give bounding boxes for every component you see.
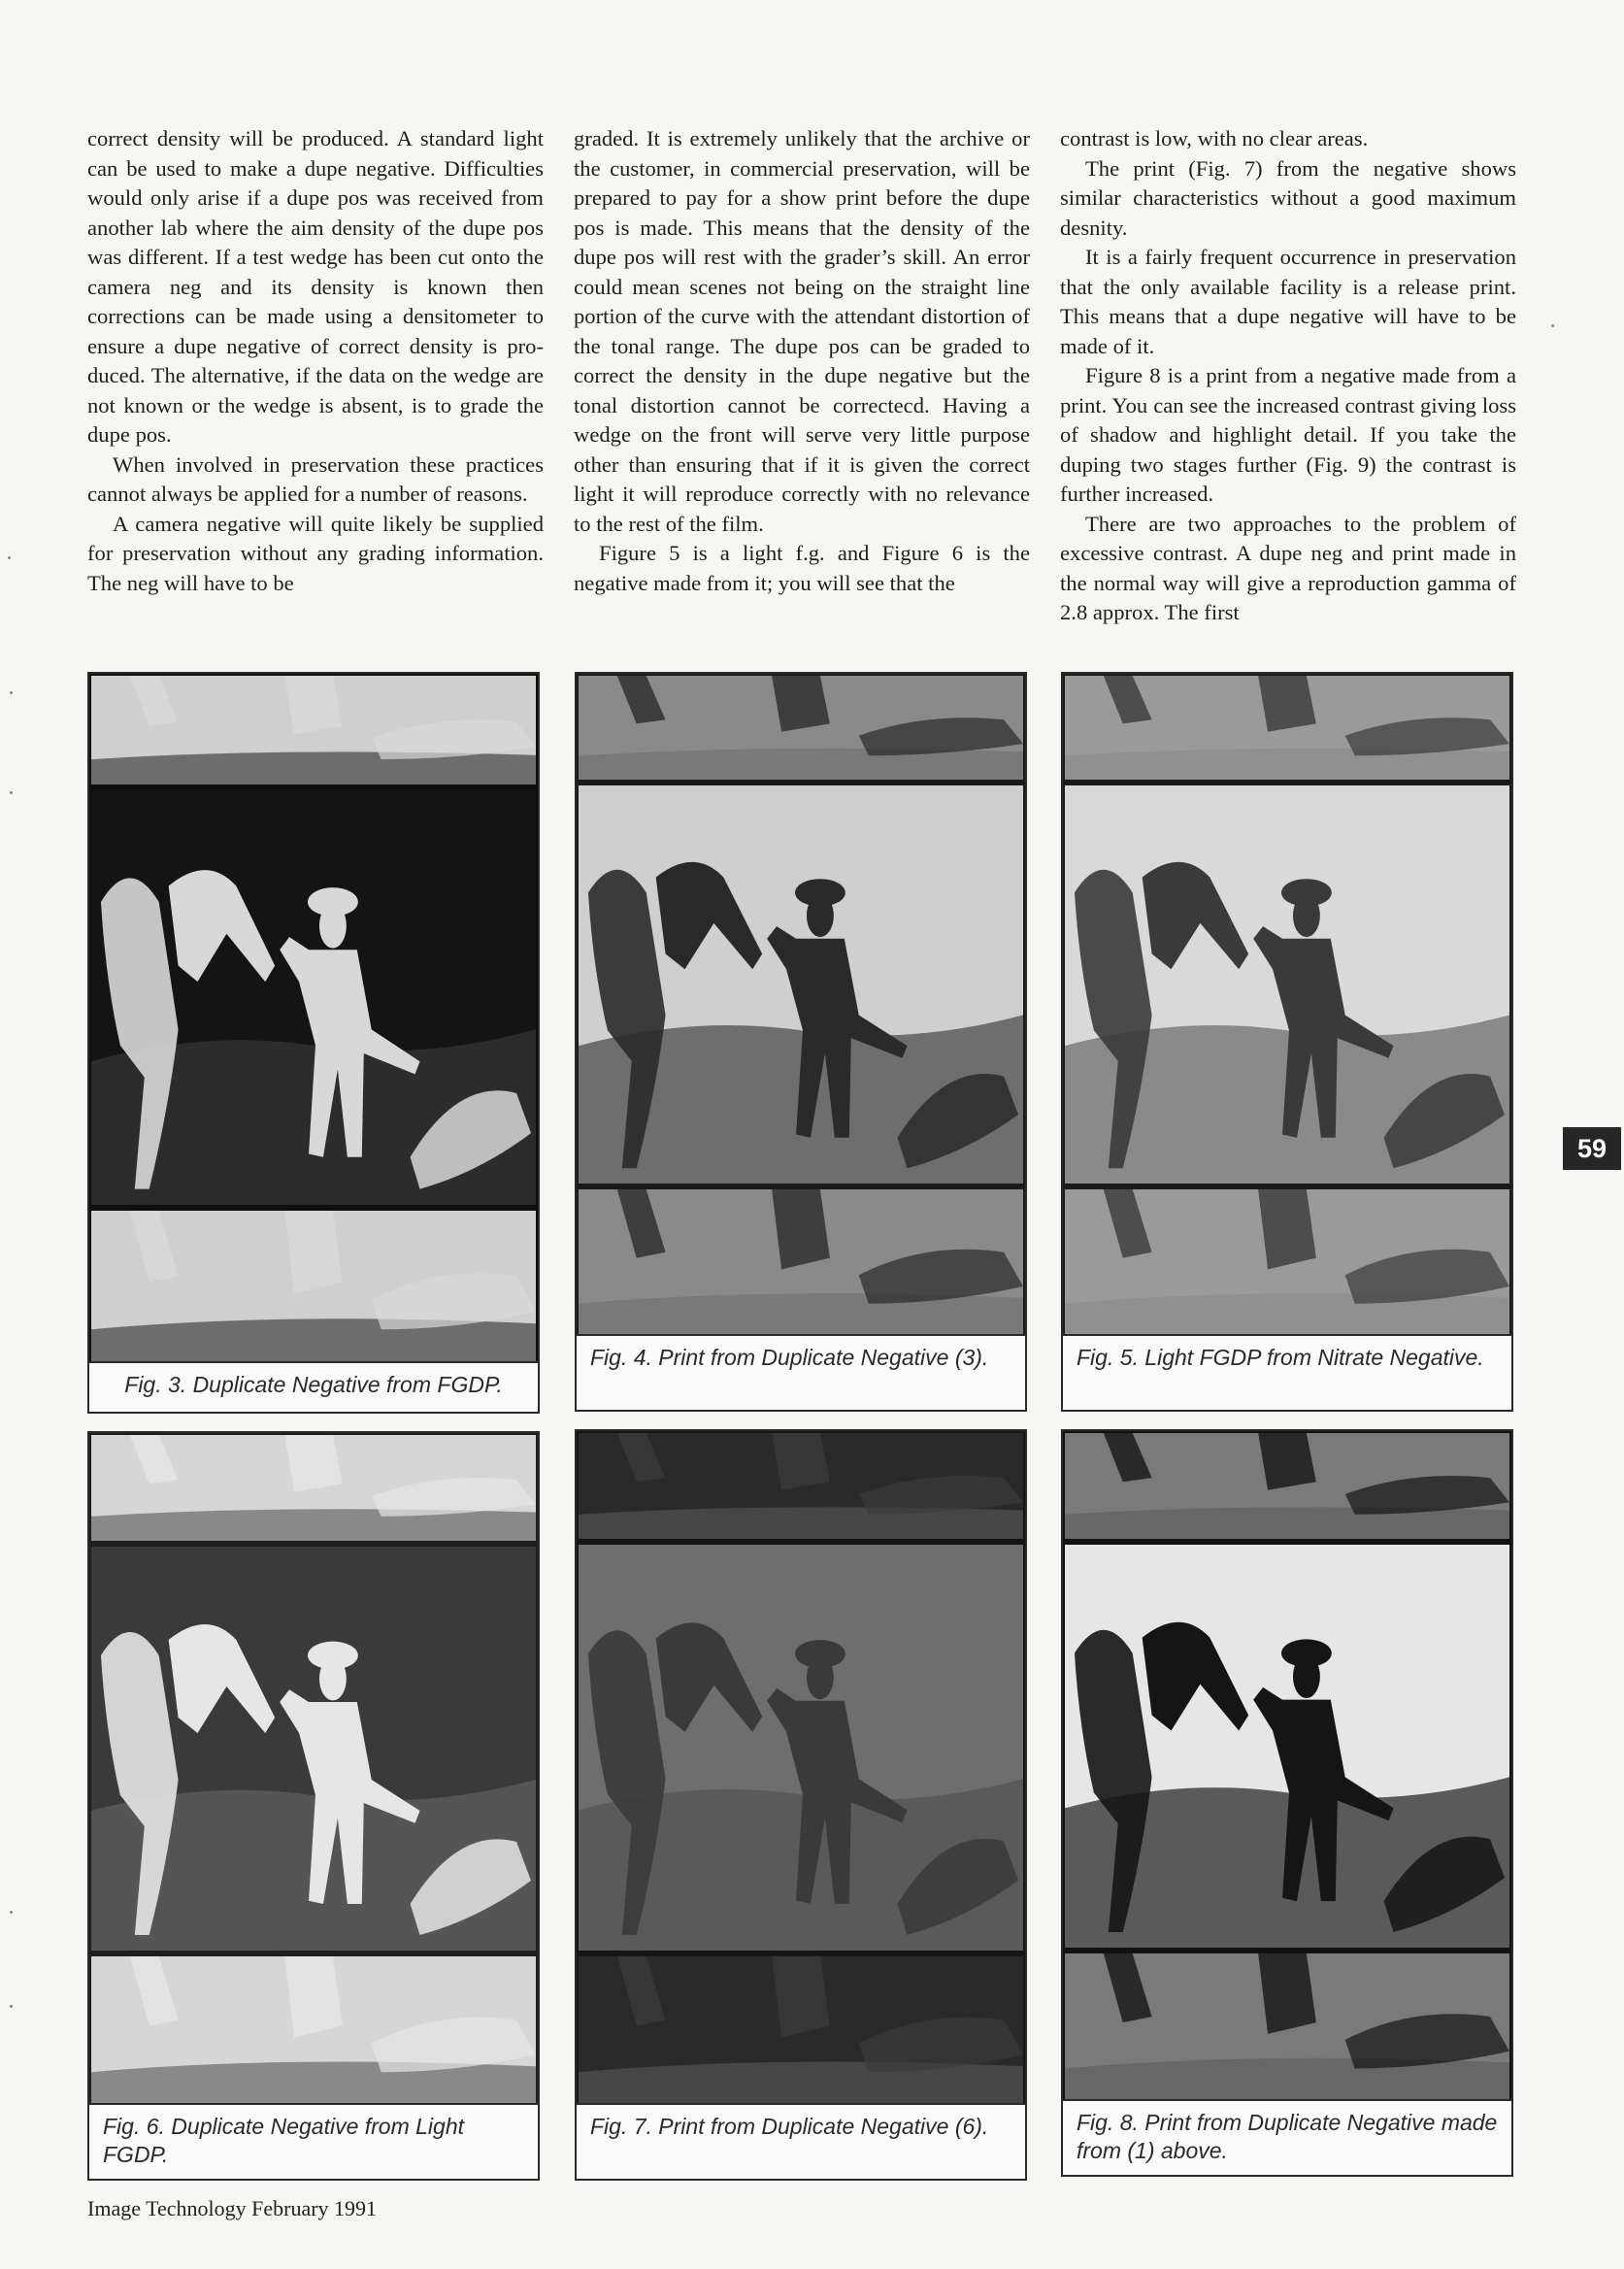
- figure-8: [1061, 1429, 1513, 2177]
- film-frame-image: [1065, 1545, 1509, 1948]
- figure-6: [87, 1431, 540, 2181]
- film-frame-image: [1065, 1953, 1509, 2103]
- film-frame-image: [1065, 676, 1509, 780]
- film-frame-image: [91, 676, 536, 784]
- film-top-frame: [1065, 676, 1509, 780]
- film-strip: [89, 674, 538, 1365]
- film-bottom-frame: [1065, 1189, 1509, 1338]
- page-number-badge: 59: [1563, 1127, 1621, 1170]
- film-bottom-frame: [579, 1189, 1023, 1338]
- film-bottom-frame: [91, 1211, 536, 1365]
- film-main-frame: [1065, 1545, 1509, 1948]
- film-frame-image: [579, 1189, 1023, 1338]
- film-main-frame: [1065, 785, 1509, 1184]
- figure-3: [87, 672, 540, 1414]
- film-main-frame: [91, 1547, 536, 1951]
- film-frame-image: [91, 1211, 536, 1365]
- figure-caption: Fig. 3. Duplicate Negative from FGDP.: [89, 1361, 538, 1412]
- paragraph: When involved in preservation these practices cannot always be applied for a number of reasons.: [87, 451, 544, 506]
- film-main-frame: [579, 1545, 1023, 1951]
- film-top-frame: [579, 676, 1023, 780]
- film-frame-image: [91, 1435, 536, 1541]
- film-main-frame: [91, 790, 536, 1205]
- film-strip: [1063, 1431, 1511, 2103]
- scan-speck: [10, 791, 13, 794]
- film-strip: [577, 674, 1025, 1338]
- film-frame-image: [91, 1547, 536, 1951]
- figure-caption: Fig. 4. Print from Duplicate Negative (3).: [577, 1334, 1025, 1410]
- film-frame-image: [579, 1433, 1023, 1539]
- figure-caption: Fig. 5. Light FGDP from Nitrate Negative.: [1063, 1334, 1511, 1410]
- paragraph: A camera negative will quite likely be supplied for preservation without any grading information. The neg will have to be: [87, 511, 544, 595]
- film-strip: [577, 1431, 1025, 2107]
- film-frame-image: [579, 1956, 1023, 2107]
- film-top-frame: [1065, 1433, 1509, 1539]
- figure-5: [1061, 672, 1513, 1412]
- scan-speck: [10, 2005, 13, 2008]
- film-top-frame: [91, 1435, 536, 1541]
- text-column-2: [574, 124, 1030, 598]
- film-top-frame: [579, 1433, 1023, 1539]
- scan-speck: [1551, 324, 1554, 327]
- film-bottom-frame: [1065, 1953, 1509, 2103]
- film-frame-image: [579, 785, 1023, 1184]
- footer-publication: Image Technology February 1991: [87, 2196, 378, 2220]
- paragraph: graded. It is extremely unlikely that the archive or the customer, in commercial preservation, will be prepared to pay for a show print before the dupe pos is made. This means that the density of the dupe pos will rest with the grader’s skill. An error could mean scenes not being on the straight line portion of the curve with the attendant distortion of the tonal range. The dupe pos can be graded to correct the density in the dupe negative but the tonal distortion cannot be correctecd. Having a wedge on the front will serve very little purpose other than ensuring that if it is given the correct light it will reproduce correctly with no relevance to the rest of the film.: [574, 126, 1030, 536]
- scan-speck: [10, 1911, 13, 1914]
- text-column-1: [87, 124, 544, 598]
- figure-7: [575, 1429, 1027, 2181]
- scan-speck: [10, 691, 13, 694]
- film-main-frame: [579, 785, 1023, 1184]
- film-frame-image: [1065, 785, 1509, 1184]
- film-bottom-frame: [91, 1956, 536, 2107]
- paragraph: The print (Fig. 7) from the negative shows similar characteristics without a good maximum desnity.: [1060, 155, 1516, 240]
- paragraph: There are two approaches to the problem of excessive contrast. A dupe neg and print made in the normal way will give a reproduction gamma of 2.8 approx. The first: [1060, 511, 1516, 624]
- film-frame-image: [91, 790, 536, 1205]
- film-frame-image: [1065, 1433, 1509, 1539]
- film-strip: [1063, 674, 1511, 1338]
- film-top-frame: [91, 676, 536, 784]
- figure-caption: Fig. 7. Print from Duplicate Negative (6).: [577, 2103, 1025, 2179]
- paragraph: contrast is low, with no clear areas.: [1060, 126, 1369, 150]
- figure-4: [575, 672, 1027, 1412]
- scan-speck: [8, 556, 11, 559]
- film-frame-image: [579, 676, 1023, 780]
- paragraph: Figure 5 is a light f.g. and Figure 6 is the negative made from it; you will see that the: [574, 541, 1030, 595]
- text-column-3: [1060, 124, 1516, 628]
- film-frame-image: [579, 1545, 1023, 1951]
- figure-caption: Fig. 8. Print from Duplicate Negative made from (1) above.: [1063, 2099, 1511, 2175]
- paragraph: Figure 8 is a print from a negative made from a print. You can see the increased contrast giving loss of shadow and highlight detail. If you take the duping two stages further (Fig. 9) the contrast is further increased.: [1060, 363, 1516, 506]
- figure-caption: Fig. 6. Duplicate Negative from Light FGDP.: [89, 2103, 538, 2179]
- film-strip: [89, 1433, 538, 2107]
- film-frame-image: [1065, 1189, 1509, 1338]
- paragraph: correct density will be produced. A standard light can be used to make a dupe negative. Difficulties would only arise if a dupe pos was received from another lab where the aim density of the dupe pos was different. If a test wedge has been cut onto the camera neg and its density is known then corrections can be made using a densitometer to ensure a dupe negative of correct density is produced. The alternative, if the data on the wedge are not known or the wedge is absent, is to grade the dupe pos.: [87, 126, 544, 447]
- film-frame-image: [91, 1956, 536, 2107]
- film-bottom-frame: [579, 1956, 1023, 2107]
- paragraph: It is a fairly frequent occurrence in preservation that the only available facility is a release print. This means that a dupe negative will have to be made of it.: [1060, 245, 1516, 358]
